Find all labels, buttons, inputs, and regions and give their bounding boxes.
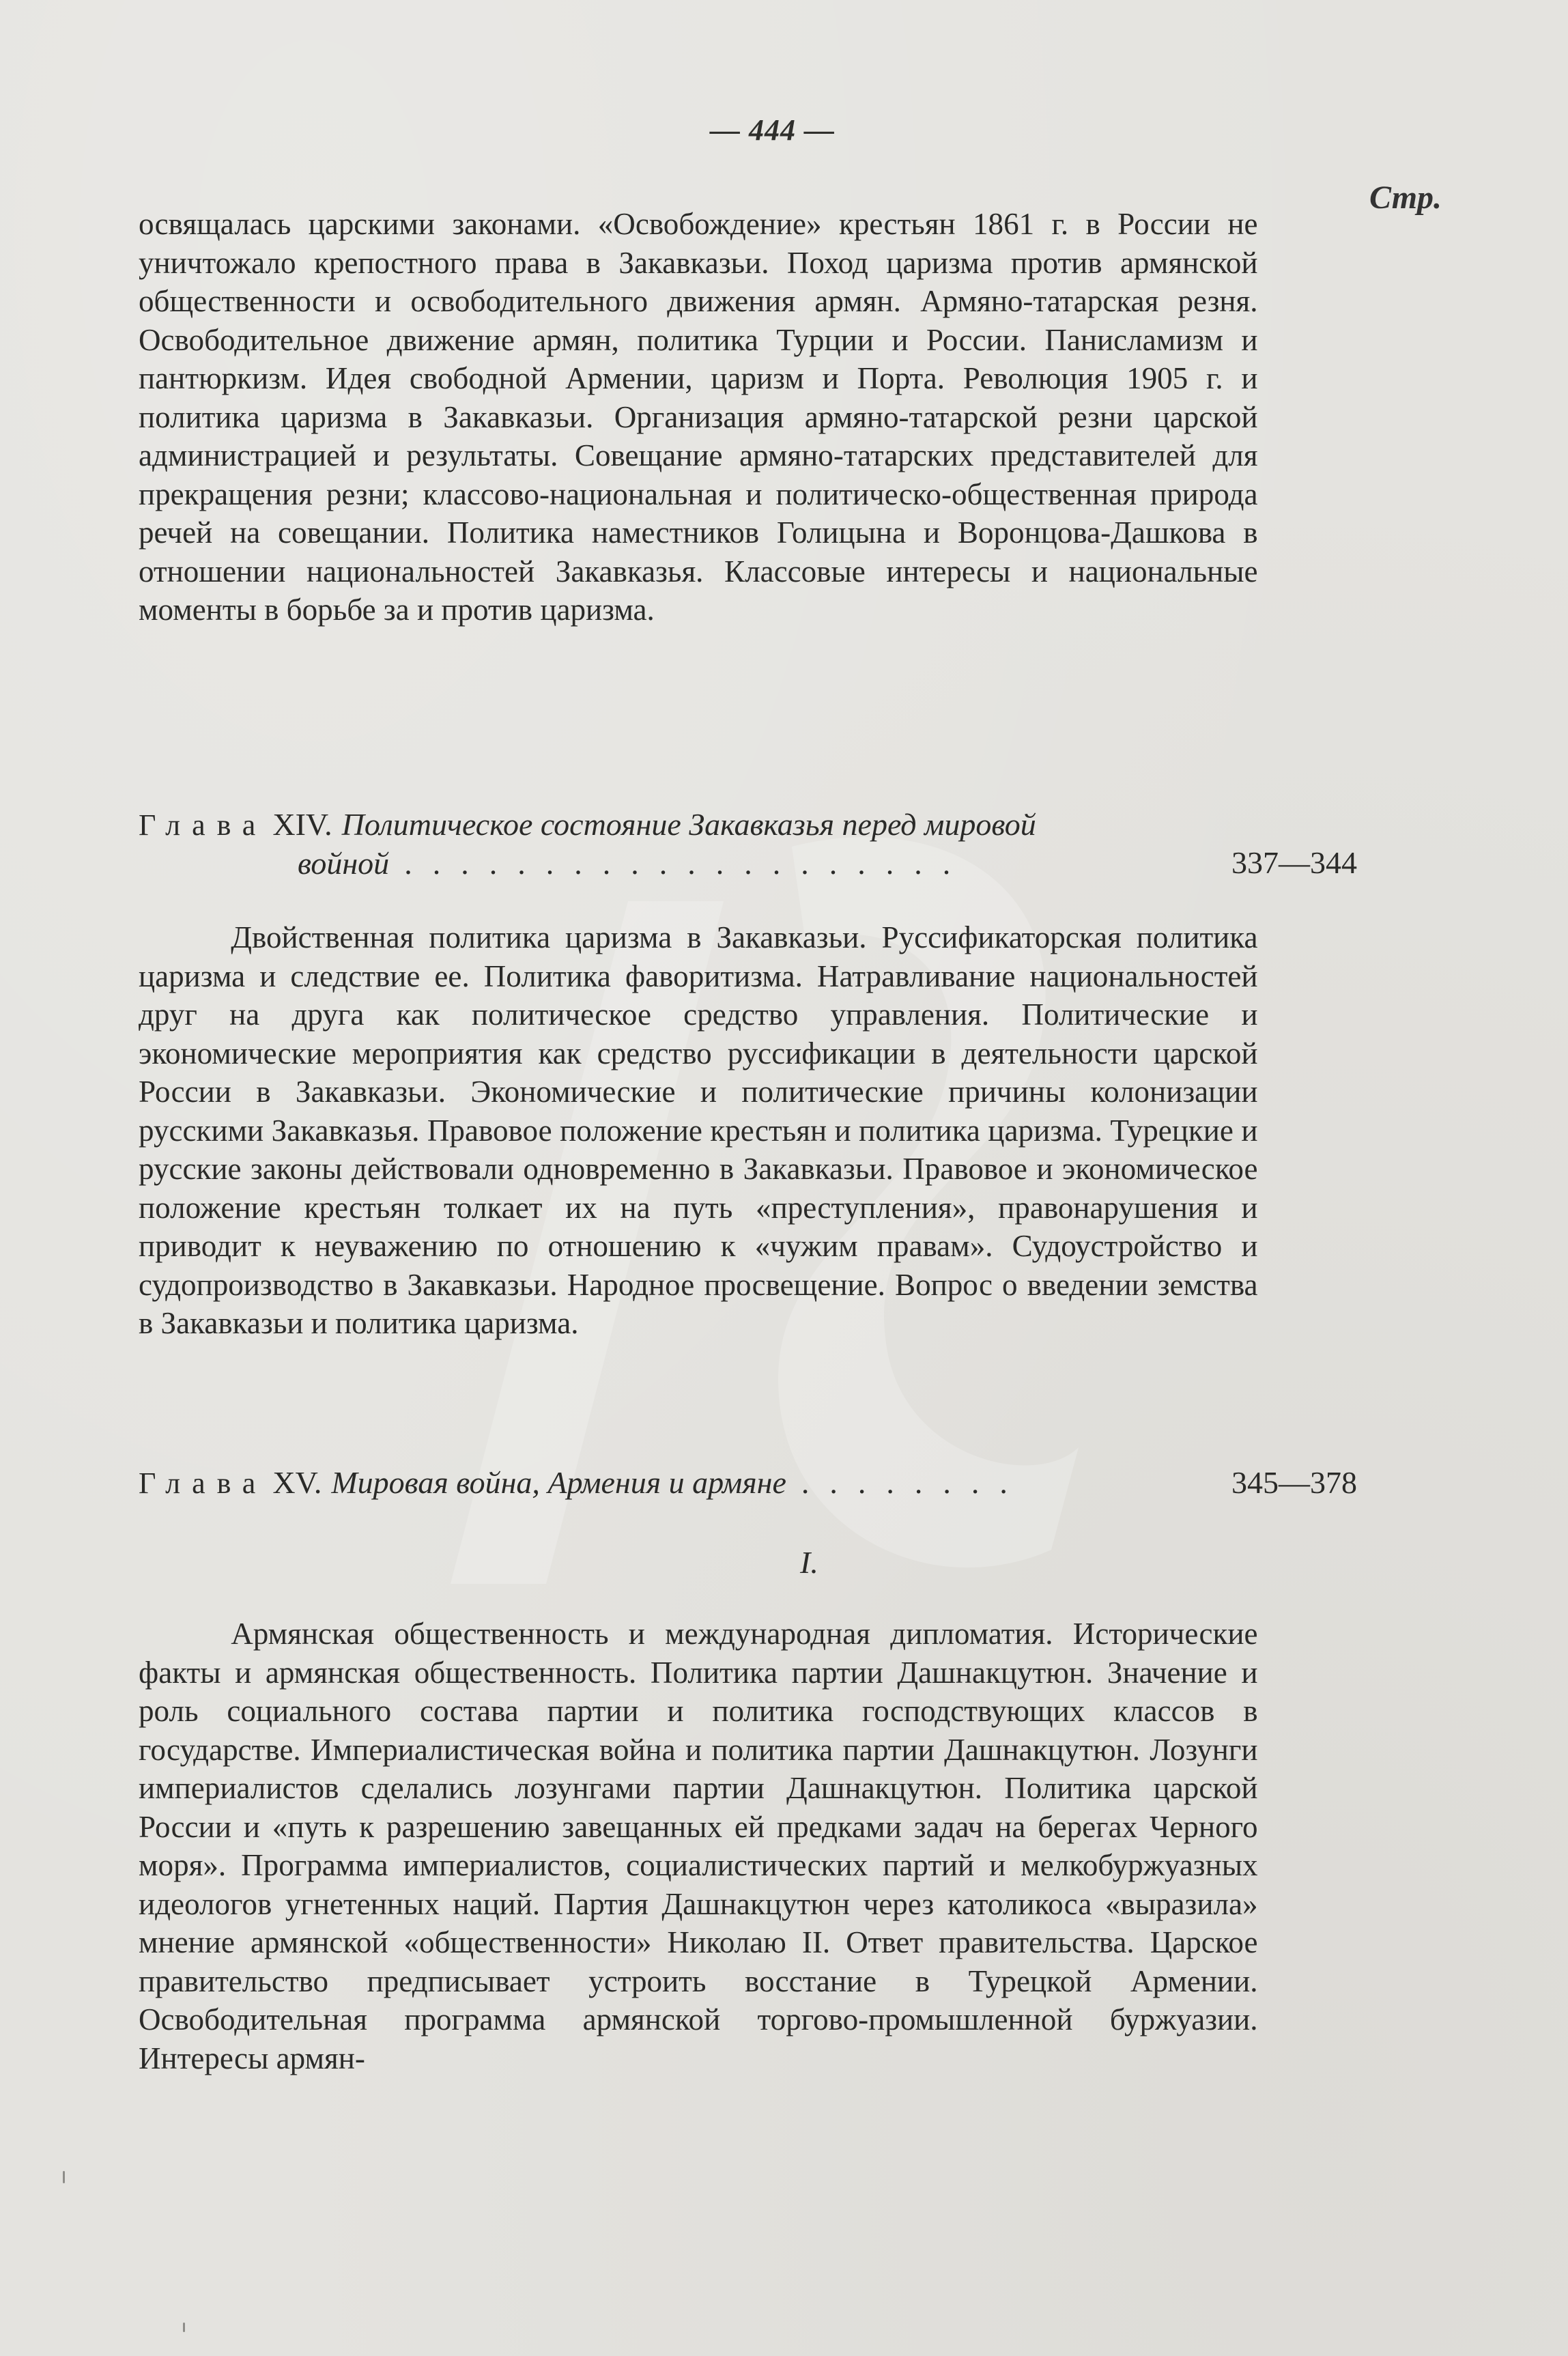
chapter-label: Глава xyxy=(139,808,268,842)
chapter-page-range: 345—378 xyxy=(1231,1465,1357,1500)
paper-speck xyxy=(183,2323,185,2332)
page-column-heading: Стр. xyxy=(1369,180,1442,216)
chapter-label: Глава xyxy=(139,1466,268,1500)
chapter-15-summary: Армянская общественность и международная дипломатия. Исторические факты и армянская общественность. Политика партии Дашнакцутюн. Значение и роль социального состава партии и политика господствующих классов в государстве. Империалистическая война и политика партии Дашнакцутюн. Лозунги империалистов сделались лозунгами партии Дашнакцутюн. Политика царской России и «путь к разрешению завещанных ей предками задач на берегах Черного моря». Программа империалистов, социалистических партий и мелкобуржуазных идеологов угнетенных наций. Партия Дашнакцутюн через католикоса «выразила» мнение армянской «общественности» Николаю II. Ответ правительства. Царское правительство предписывает устроить восстание в Турецкой Армении. Освободительная программа армянской торгово-промышленной буржуазии. Интересы армян- xyxy=(139,1616,1258,2075)
chapter-title: Политическое состояние Закавказья перед мировой xyxy=(341,807,1036,842)
section-marker: I. xyxy=(800,1545,818,1580)
chapter-14-summary: Двойственная политика царизма в Закавказьи. Руссификаторская политика царизма и следствие ее. Политика фаворитизма. Натравливание национальностей друг на друга как политическое средство управления. Политические и экономические мероприятия как средство руссификации в деятельности царской России в Закавказьи. Экономические и политические причины колонизации русскими Закавказья. Правовое положение крестьян и политика царизма. Турецкие и русские законы действовали одновременно в Закавказьи. Правовое и экономическое положение крестьян толкает их на путь «преступления», правонарушения и приводит к неуважению по отношению к «чужим правам». Судоустройство и судопроизводство в Закавказьи. Народное просвещение. Вопрос о введении земства в Закавказьи и политика царизма. xyxy=(139,920,1258,1340)
toc-entry-chapter-14[interactable] xyxy=(139,806,1463,883)
page-number: — 444 — xyxy=(710,113,835,147)
toc-entry-chapter-15[interactable] xyxy=(139,1464,1463,1503)
chapter-number: XIV. xyxy=(272,807,332,842)
dot-leader: .................... xyxy=(404,846,971,881)
chapter-title: Мировая война, Армения и армяне xyxy=(331,1465,786,1500)
chapter-page-range: 337—344 xyxy=(1231,845,1357,880)
dot-leader: ........ xyxy=(801,1465,1028,1500)
chapter-title-continued: войной xyxy=(298,846,390,881)
chapter-number: XV. xyxy=(272,1465,322,1500)
paper-speck xyxy=(63,2171,65,2183)
intro-paragraph: освящалась царскими законами. «Освобождение» крестьян 1861 г. в России не уничтожало крепостного права в Закавказьи. Поход царизма против армянской общественности и освободительного движения армян. Армяно-татарская резня. Освободительное движение армян, политика Турции и России. Панисламизм и пантюркизм. Идея свободной Армении, царизм и Порта. Революция 1905 г. и политика царизма в Закавказьи. Организация армяно-татарской резни царской администрацией и результаты. Совещание армяно-татарских представителей для прекращения резни; классово-национальная и политическо-общественная природа речей на совещании. Политика наместников Голицына и Воронцова-Дашкова в отношении национальностей Закавказья. Классовые интересы и национальные моменты в борьбе за и против царизма. xyxy=(139,206,1258,627)
